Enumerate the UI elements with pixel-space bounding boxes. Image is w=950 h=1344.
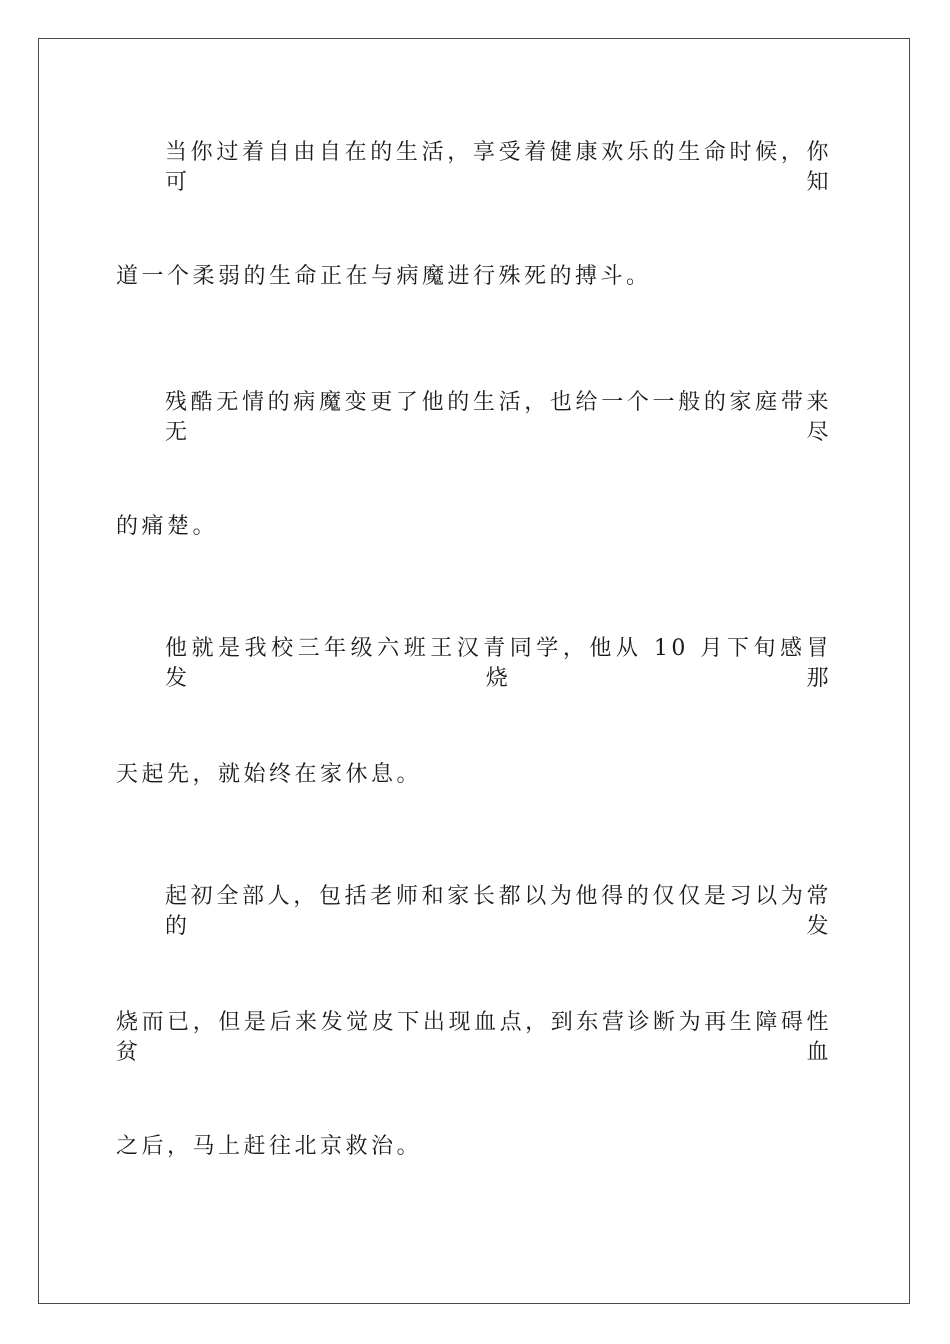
paragraph-1-line-2: 道一个柔弱的生命正在与病魔进行殊死的搏斗。 <box>116 264 652 289</box>
paragraph-3-line-2: 天起先，就始终在家休息。 <box>116 762 423 787</box>
paragraph-4-line-1: 起初全部人，包括老师和家长都以为他得的仅仅是习以为常的发 <box>165 884 832 939</box>
paragraph-2-line-1: 残酷无情的病魔变更了他的生活，也给一个一般的家庭带来无尽 <box>165 390 832 445</box>
paragraph-4-line-2: 烧而已，但是后来发觉皮下出现血点，到东营诊断为再生障碍性贫血 <box>116 1010 832 1065</box>
paragraph-2-line-2: 的痛楚。 <box>116 514 219 539</box>
paragraph-3-line-1: 他就是我校三年级六班王汉青同学，他从 10 月下旬感冒发烧那 <box>165 636 832 691</box>
paragraph-1-line-1: 当你过着自由自在的生活，享受着健康欢乐的生命时候，你可知 <box>165 140 832 195</box>
paragraph-4-line-3: 之后，马上赶往北京救治。 <box>116 1134 423 1159</box>
